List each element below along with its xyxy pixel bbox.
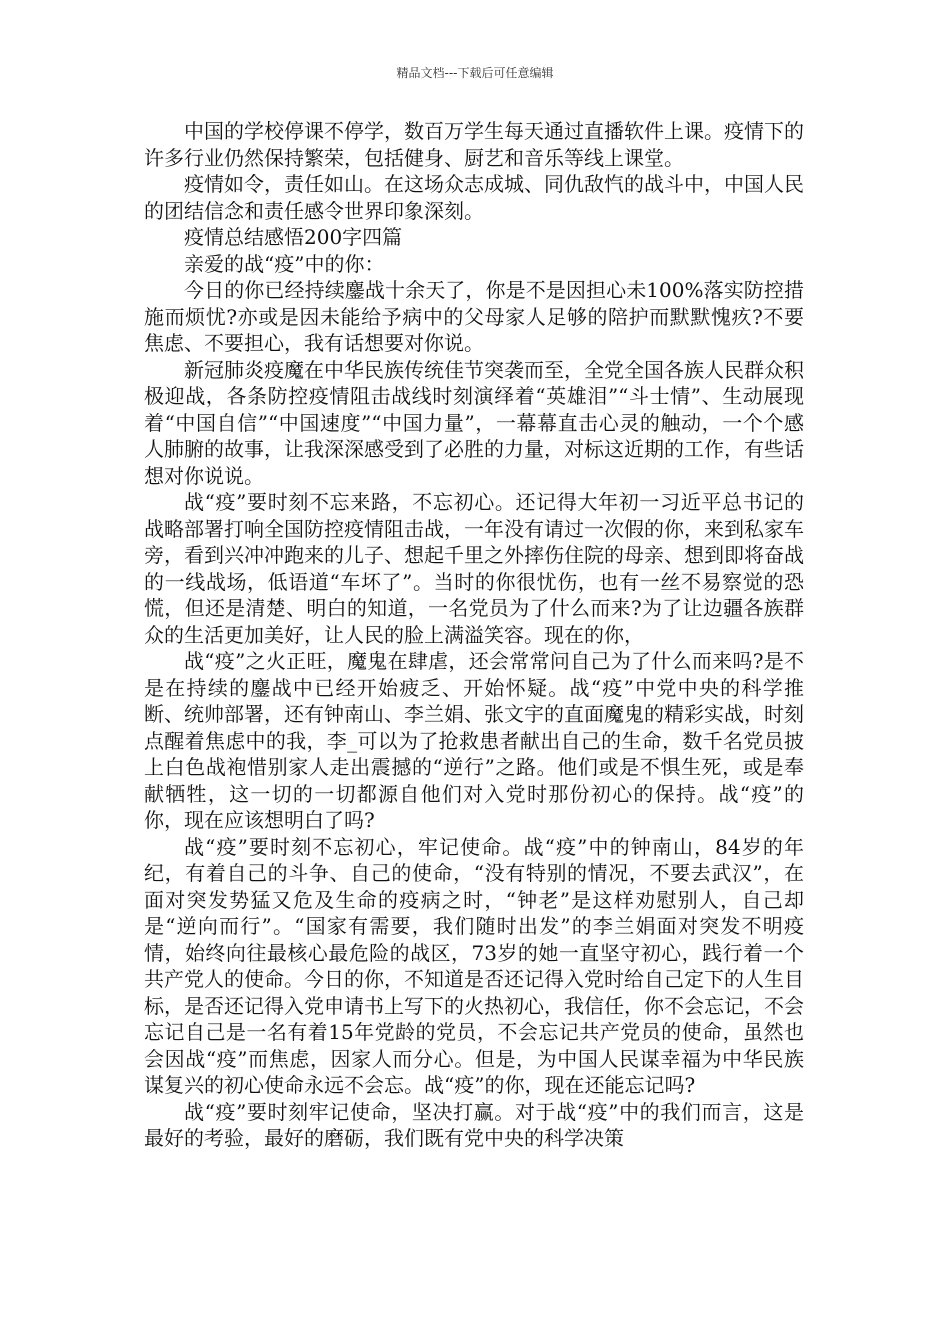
document-body xyxy=(144,118,804,1152)
page-header: 精品文档---下载后可任意编辑 xyxy=(396,66,554,80)
paragraph: 疫情如令，责任如山。在这场众志成城、同仇敌忾的战斗中，中国人民的团结信念和责任感令世界印象深刻。 xyxy=(144,172,804,223)
paragraph: 战“疫”之火正旺，魔鬼在肆虐，还会常常问自己为了什么而来吗?是不是在持续的鏖战中已经开始疲乏、开始怀疑。战“疫”中党中央的科学推断、统帅部署，还有钟南山、李兰娟、张文宇的直面魔鬼的精彩实战，时刻点醒着焦虑中的我，李_可以为了抢救患者献出自己的生命，数千名党员披上白色战袍惜别家人走出震撼的“逆行”之路。他们或是不惧生死，或是奉献牺牲，这一切的一切都源自他们对入党时那份初心的保持。战“疫”的你，现在应该想明白了吗? xyxy=(144,649,804,832)
paragraph: 战“疫”要时刻牢记使命，坚决打赢。对于战“疫”中的我们而言，这是最好的考验，最好的磨砺，我们既有党中央的科学决策 xyxy=(144,1099,804,1150)
paragraph: 中国的学校停课不停学，数百万学生每天通过直播软件上课。疫情下的许多行业仍然保持繁荣，包括健身、厨艺和音乐等线上课堂。 xyxy=(144,119,804,170)
paragraph: 战“疫”要时刻不忘来路，不忘初心。还记得大年初一习近平总书记的战略部署打响全国防控疫情阻击战，一年没有请过一次假的你，来到私家车旁，看到兴冲冲跑来的儿子、想起千里之外摔伤住院的母亲、想到即将奋战的一线战场，低语道“车坏了”。当时的你很忧伤，也有一丝不易察觉的恐慌，但还是清楚、明白的知道，一名党员为了什么而来?为了让边疆各族群众的生活更加美好，让人民的脸上满溢笑容。现在的你， xyxy=(144,490,804,647)
paragraph: 战“疫”要时刻不忘初心，牢记使命。战“疫”中的钟南山，84岁的年纪，有着自己的斗争、自己的使命，“没有特别的情况，不要去武汉”，在面对突发势猛又危及生命的疫病之时，“钟老”是这样劝慰别人，自己却是“逆向而行”。“国家有需要，我们随时出发”的李兰娟面对突发不明疫情，始终向往最核心最危险的战区，73岁的她一直坚守初心，践行着一个共产党人的使命。今日的你，不知道是否还记得入党时给自己定下的人生目标，是否还记得入党申请书上写下的火热初心，我信任，你不会忘记，不会忘记自己是一名有着15年党龄的党员，不会忘记共产党员的使命，虽然也会因战“疫”而焦虑，因家人而分心。但是，为中国人民谋幸福为中华民族谋复兴的初心使命永远不会忘。战“疫”的你，现在还能忘记吗? xyxy=(144,834,804,1097)
section-title: 疫情总结感悟200字四篇 xyxy=(184,225,403,249)
salutation: 亲爱的战“疫”中的你： xyxy=(184,251,385,276)
paragraph: 今日的你已经持续鏖战十余天了，你是不是因担心未100%落实防控措施而烦忧?亦或是因未能给予病中的父母家人足够的陪护而默默愧疚?不要焦虑、不要担心，我有话想要对你说。 xyxy=(144,278,804,355)
paragraph: 新冠肺炎疫魔在中华民族传统佳节突袭而至，全党全国各族人民群众积极迎战，各条防控疫情阻击战线时刻演绎着“英雄泪”“斗士情”、生动展现着“中国自信”“中国速度”“中国力量”，一幕幕直击心灵的触动，一个个感人肺腑的故事，让我深深感受到了必胜的力量，对标这近期的工作，有些话想对你说说。 xyxy=(144,357,804,488)
